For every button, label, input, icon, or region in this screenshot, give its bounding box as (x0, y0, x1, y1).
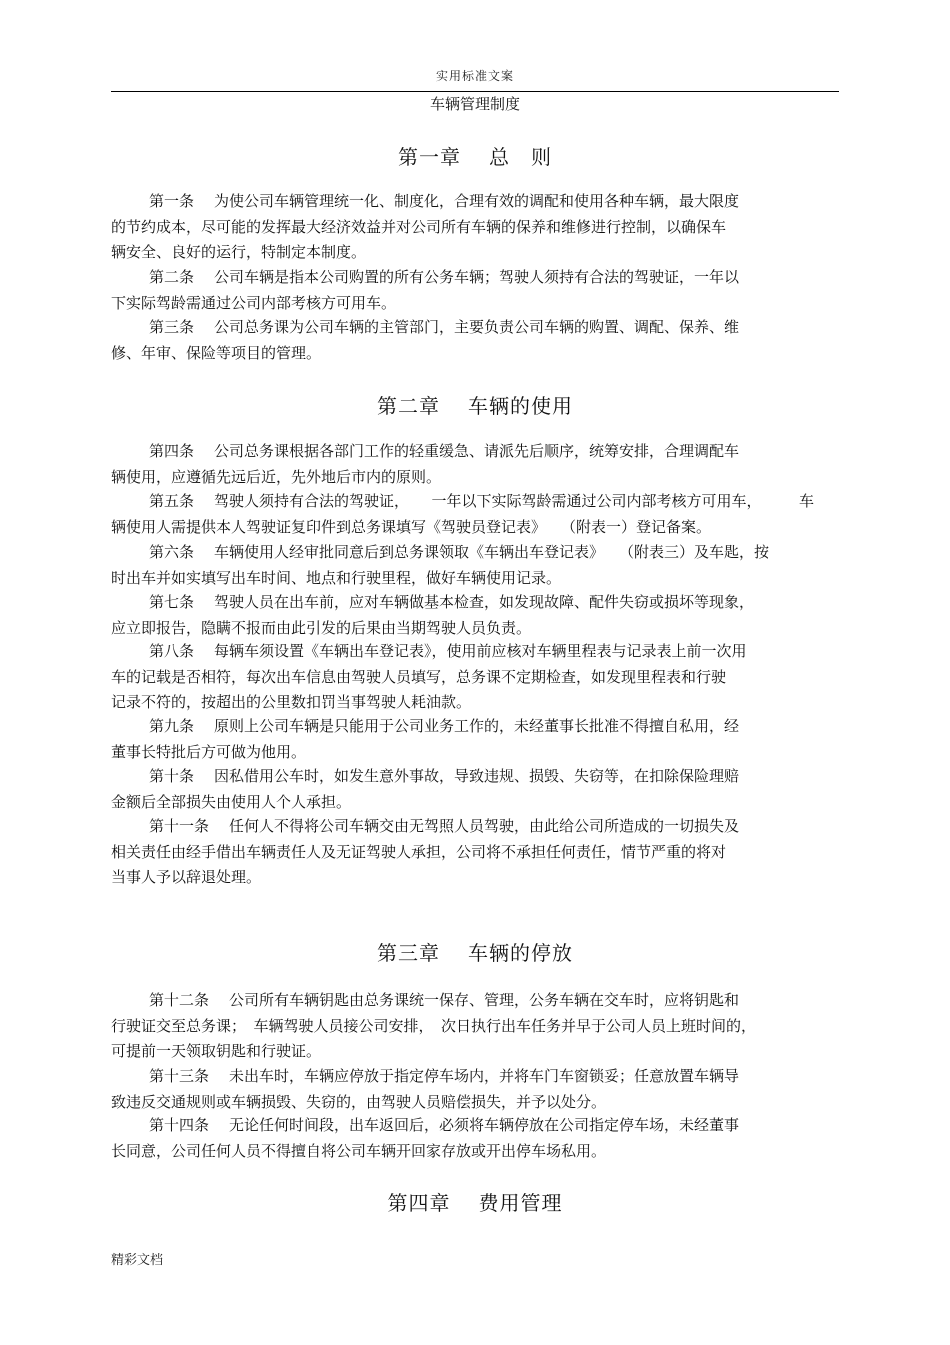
article-1 (111, 189, 851, 266)
article-line: 公司所有车辆钥匙由总务课统一保存、管理，公务车辆在交车时，应将钥匙和 (229, 991, 740, 1009)
article-line: 修、年审、保险等项目的管理。 (111, 343, 322, 362)
page-footer: 精彩文档 (111, 1253, 164, 1268)
chapter-name: 费用管理 (478, 1191, 563, 1215)
article-line: 驾驶人须持有合法的驾驶证， 一年以下实际驾龄需通过公司内部考核方可用车， 车 (214, 492, 815, 510)
article-number: 第一条 (149, 192, 195, 210)
article-number: 第十一条 (149, 817, 210, 835)
article-line: 原则上公司车辆是只能用于公司业务工作的，未经董事长批准不得擅自私用，经 (214, 717, 740, 735)
article-line: 任何人不得将公司车辆交由无驾照人员驾驶，由此给公司所造成的一切损失及 (229, 817, 740, 835)
header-rule (111, 91, 839, 92)
article-line: 可提前一天领取钥匙和行驶证。 (111, 1042, 322, 1060)
article-line: 因私借用公车时，如发生意外事故，导致违规、损毁、失窃等，在扣除保险理赔 (214, 767, 740, 785)
chapter-number: 第一章 (398, 145, 461, 169)
article-line: 时出车并如实填写出车时间、地点和行驶里程，做好车辆使用记录。 (111, 568, 562, 587)
article-10 (111, 764, 851, 815)
article-line: 辆使用人需提供本人驾驶证复印件到总务课填写《驾驶员登记表》 （附表一）登记备案。 (111, 517, 712, 536)
chapter-name: 总 则 (489, 145, 552, 169)
article-line: 相关责任由经手借出车辆责任人及无证驾驶人承担，公司将不承担任何责任，情节严重的将对 (111, 842, 727, 861)
article-line: 记录不符的，按超出的公里数扣罚当事驾驶人耗油款。 (111, 693, 472, 711)
article-8 (111, 639, 851, 716)
article-2 (111, 265, 851, 316)
article-14 (111, 1113, 851, 1164)
article-line: 辆安全、良好的运行，特制定本制度。 (111, 243, 367, 261)
chapter-number: 第四章 (387, 1191, 451, 1215)
article-line: 驾驶人员在出车前，应对车辆做基本检查，如发现故障、配件失窃或损坏等现象， (214, 593, 755, 611)
article-line: 长同意，公司任何人员不得擅自将公司车辆开回家存放或开出停车场私用。 (111, 1141, 607, 1160)
article-number: 第六条 (149, 543, 195, 561)
article-line: 辆使用，应遵循先远后近，先外地后市内的原则。 (111, 467, 442, 486)
article-6 (111, 540, 851, 591)
article-number: 第十三条 (149, 1067, 210, 1085)
article-line: 为使公司车辆管理统一化、制度化，合理有效的调配和使用各种车辆，最大限度 (214, 192, 740, 210)
article-5 (111, 489, 851, 540)
article-line: 公司总务课为公司车辆的主管部门，主要负责公司车辆的购置、调配、保养、维 (214, 318, 740, 336)
article-line: 当事人予以辞退处理。 (111, 868, 262, 886)
article-number: 第二条 (149, 268, 195, 286)
chapter-heading-4 (0, 1187, 950, 1216)
article-number: 第十二条 (149, 991, 210, 1009)
article-line: 致违反交通规则或车辆损毁、失窃的，由驾驶人员赔偿损失，并予以处分。 (111, 1092, 607, 1111)
article-line: 下实际驾龄需通过公司内部考核方可用车。 (111, 293, 397, 312)
chapter-name: 车辆的停放 (468, 941, 573, 965)
article-line: 公司总务课根据各部门工作的轻重缓急、请派先后顺序，统筹安排，合理调配车 (214, 442, 740, 460)
article-line: 车辆使用人经审批同意后到总务课领取《车辆出车登记表》 （附表三）及车匙，按 (214, 543, 770, 561)
article-line: 行驶证交至总务课； 车辆驾驶人员接公司安排， 次日执行出车任务并早于公司人员上班时间的， (111, 1016, 757, 1035)
article-line: 无论任何时间段，出车返回后，必须将车辆停放在公司指定停车场，未经董事 (229, 1116, 740, 1134)
article-number: 第四条 (149, 442, 195, 460)
article-line: 的节约成本，尽可能的发挥最大经济效益并对公司所有车辆的保养和维修进行控制，以确保车 (111, 217, 727, 236)
article-line: 车的记载是否相符，每次出车信息由驾驶人员填写，总务课不定期检查，如发现里程表和行驶 (111, 667, 727, 686)
article-number: 第七条 (149, 593, 195, 611)
article-number: 第三条 (149, 318, 195, 336)
article-7 (111, 590, 851, 641)
article-number: 第十四条 (149, 1116, 210, 1134)
article-line: 董事长特批后方可做为他用。 (111, 742, 307, 761)
document-title: 车辆管理制度 (429, 95, 520, 113)
article-number: 第九条 (149, 717, 195, 735)
article-13 (111, 1064, 851, 1115)
article-number: 第十条 (149, 767, 195, 785)
chapter-number: 第二章 (377, 394, 440, 418)
chapter-name: 车辆的使用 (468, 394, 573, 418)
article-3 (111, 315, 851, 366)
article-number: 第五条 (149, 492, 195, 510)
article-number: 第八条 (149, 642, 195, 660)
article-4 (111, 439, 851, 490)
article-11 (111, 814, 851, 891)
article-line: 每辆车须设置《车辆出车登记表》，使用前应核对车辆里程表与记录表上前一次用 (214, 642, 747, 660)
article-line: 应立即报告，隐瞒不报而由此引发的后果由当期驾驶人员负责。 (111, 618, 532, 637)
chapter-number: 第三章 (377, 941, 440, 965)
article-12 (111, 988, 851, 1065)
article-line: 金额后全部损失由使用人个人承担。 (111, 792, 352, 811)
chapter-heading-3 (0, 937, 950, 966)
article-line: 公司车辆是指本公司购置的所有公务车辆；驾驶人须持有合法的驾驶证，一年以 (214, 268, 740, 286)
article-9 (111, 714, 851, 765)
running-header: 实用标准文案 (435, 69, 514, 83)
article-line: 未出车时，车辆应停放于指定停车场内，并将车门车窗锁妥；任意放置车辆导 (229, 1067, 740, 1085)
chapter-heading-2 (0, 390, 950, 419)
chapter-heading-1 (0, 141, 950, 170)
